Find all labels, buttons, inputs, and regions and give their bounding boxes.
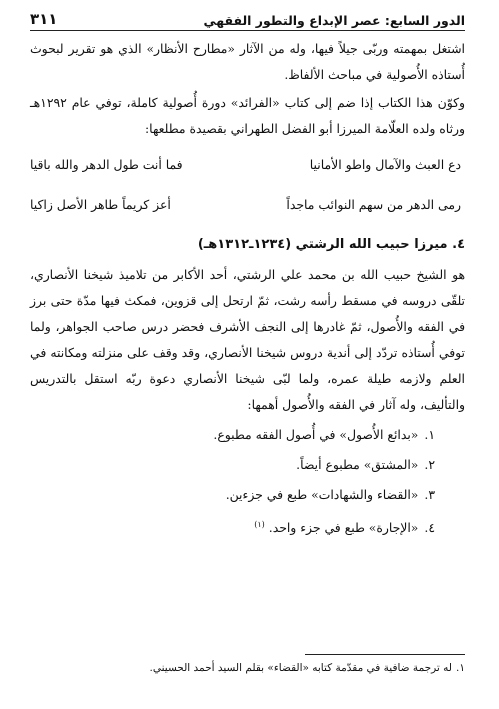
item-number: ٣.	[424, 487, 435, 502]
poem-hemistich: دع العبث والآمال واطو الأمانيا	[309, 157, 461, 172]
footnote	[30, 660, 465, 676]
poem-hemistich: رمى الدهر من سهم النوائب ماجداً	[286, 197, 461, 212]
paragraph: هو الشيخ حبيب الله بن محمد علي الرشتي، أحد الأكابر من تلاميذ شيخنا الأنصاري، تلقّى دروسه في مسقط رأسه رشت، ثمّ ارتحل إلى قزوين، فمكث فيها مدّة حتى برز في الفقه والأُصول، ثمّ غادرها إلى النجف الأشرف فحضر درس صاحب الجواهر، ولما توفي أُستاذه تردّد إلى أندية دروس شيخنا الأنصاري، وقد وقف على منزلته ومكانته في العلم ولازمه طيلة عمره، ولما لبّى شيخنا الأنصاري دعوة ربّه استقل بالتدريس والتأليف، وله آثار في الفقه والأُصول أهمها:	[30, 267, 465, 412]
item-number: ٢.	[424, 457, 435, 472]
poem-hemistich: فما أنت طول الدهر والله باقيا	[30, 157, 183, 172]
works-list-item	[30, 420, 435, 450]
item-text: «الإجارة» طبع في جزء واحد.	[268, 520, 419, 536]
item-text: «بدائع الأُصول» في أُصول الفقه مطبوع.	[213, 427, 419, 442]
poem-verse	[30, 152, 461, 178]
item-number: ٤.	[424, 520, 435, 536]
paragraph: اشتغل بمهمته وربّى جيلاً فيها، وله من الآثار «مطارح الأنظار» الذي هو تقرير لبحوث أُستاذه الأُصولية في مباحث الألفاظ.	[30, 41, 465, 82]
footnote-rule	[305, 654, 465, 655]
works-list-item	[30, 510, 435, 540]
section-heading: ٤. ميرزا حبيب الله الرشتي (١٢٣٤ـ١٣١٢هـ)	[197, 237, 465, 252]
page-header	[30, 6, 465, 28]
footnote-number: ١.	[456, 662, 465, 674]
works-list	[30, 420, 465, 540]
poem-hemistich: أعز كريماً طاهر الأصل زاكيا	[30, 197, 171, 212]
works-list-item	[30, 450, 435, 480]
paragraph: وكوّن هذا الكتاب إذا ضم إلى كتاب «الفرائد» دورة أُصولية كاملة، توفي عام ١٢٩٢هـ ورثاه ولده العلّامة الميرزا أبو الفضل الطهراني بقصيدة مطلعها:	[30, 95, 465, 136]
header-rule	[30, 30, 465, 31]
item-text: «القضاء والشهادات» طبع في جزءين.	[225, 487, 419, 502]
page-number: ٣١١	[30, 10, 58, 28]
works-list-item	[30, 480, 435, 510]
running-title: الدور السابع: عصر الإبداع والتطور الفقهي	[203, 13, 465, 28]
item-number: ١.	[424, 427, 435, 442]
footnote-marker[interactable]: (١)	[254, 520, 265, 529]
item-text: «المشتق» مطبوع أيضاً.	[296, 457, 419, 472]
footnote-text: له ترجمة ضافية في مقدّمة كتابه «القضاء» بقلم السيد أحمد الحسيني.	[149, 662, 453, 674]
page-body	[30, 36, 465, 540]
poem	[30, 152, 461, 218]
poem-verse	[30, 192, 461, 218]
